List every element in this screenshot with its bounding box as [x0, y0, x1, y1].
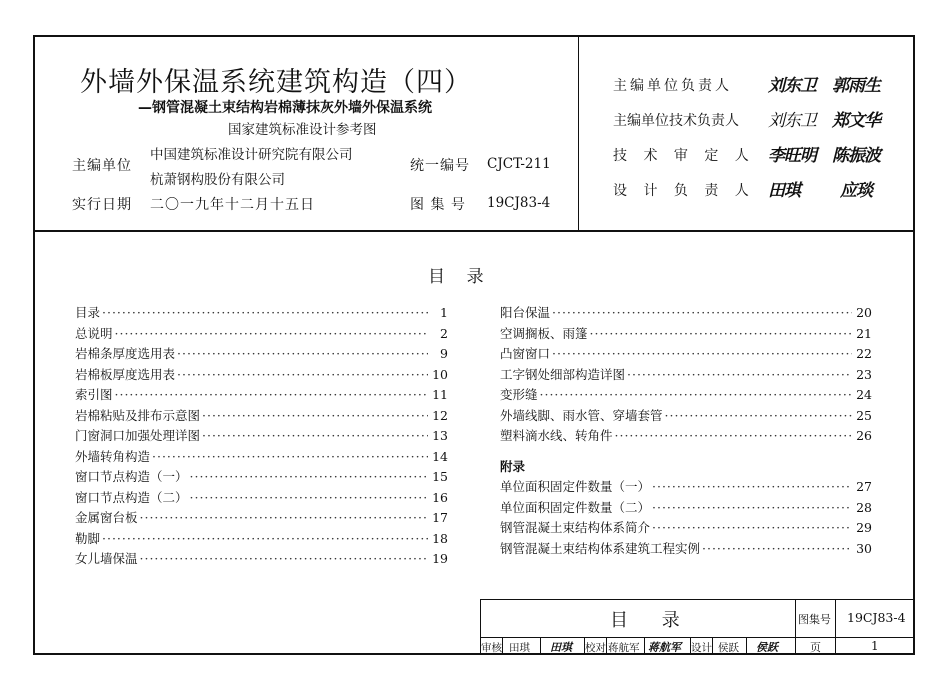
atlas-subtitle: —钢管混凝土束结构岩棉薄抹灰外墙外保温系统 [138, 100, 432, 116]
title-block-page-label: 页 [810, 641, 821, 654]
toc-entry-title: 空调搁板、雨篷 [500, 325, 588, 341]
toc-entry-title: 岩棉板厚度选用表 [75, 366, 176, 382]
toc-entry-page: 16 [432, 489, 448, 505]
toc-leader-dots [615, 428, 852, 443]
toc-entry-page: 11 [432, 387, 448, 402]
toc-leader-dots [140, 510, 428, 525]
toc-entry [500, 406, 872, 427]
toc-entry-page: 18 [432, 530, 448, 546]
toc-leader-dots [190, 490, 428, 505]
toc-entry-title: 外墙转角构造 [75, 448, 151, 464]
toc-entry-title: 金属窗台板 [75, 510, 138, 525]
toc-leader-dots [202, 428, 428, 443]
title-block-atlas-value: 19CJ83-4 [847, 610, 906, 625]
toc-entry-title: 窗口节点构造（二） [75, 489, 188, 505]
atlas-label: 图 集 号 [410, 197, 466, 213]
signature-role-4: 设 计 负 责 人 [613, 183, 755, 199]
toc-entry [75, 488, 448, 509]
toc-entry-page: 9 [440, 346, 448, 361]
toc-entry-title: 目录 [75, 305, 101, 320]
toc-entry-page: 12 [432, 407, 448, 423]
toc-entry [75, 406, 448, 427]
title-block [480, 599, 915, 655]
toc-leader-dots [652, 500, 852, 515]
tb-sep-1 [502, 637, 503, 655]
toc-entry-page: 21 [856, 325, 872, 341]
toc-entry-page: 27 [856, 479, 872, 494]
title-block-name: 目 录 [610, 610, 694, 631]
signature-3a: 李旺明 [768, 146, 816, 166]
toc-entry-title: 门窗洞口加强处理详图 [75, 428, 201, 443]
toc-entry-page: 22 [856, 346, 872, 361]
toc-leader-dots [177, 346, 428, 361]
signature-1b: 郭雨生 [832, 76, 880, 96]
atlas-value: 19CJ83-4 [487, 195, 551, 211]
design-label: 设计 [691, 642, 712, 654]
editor-org-2: 杭萧钢构股份有限公司 [150, 172, 285, 188]
toc-entry [75, 303, 448, 324]
toc-entry-title: 塑料滴水线、转角件 [500, 428, 613, 443]
toc-entry [75, 385, 448, 406]
toc-entry [500, 303, 872, 324]
toc-entry-title: 女儿墙保温 [75, 551, 138, 566]
toc-entry-page: 20 [856, 305, 872, 320]
editor-label: 主编单位 [72, 158, 132, 174]
toc-entry [500, 365, 872, 386]
toc-entry [75, 447, 448, 468]
signature-1a: 刘东卫 [768, 76, 816, 96]
title-block-hline [480, 637, 915, 638]
toc-entry-title: 阳台保温 [500, 305, 551, 320]
review-name: 田琪 [509, 642, 530, 654]
toc-entry [500, 477, 872, 498]
check-name: 蒋航军 [608, 642, 640, 654]
signature-role-3: 技 术 审 定 人 [613, 148, 755, 164]
toc-entry-title: 单位面积固定件数量（二） [500, 499, 651, 515]
toc-entry [75, 426, 448, 447]
toc-entry-title: 总说明 [75, 325, 113, 341]
toc-entry-title: 工字钢处细部构造详图 [500, 366, 626, 382]
signature-4a: 田琪 [768, 181, 800, 201]
header-divider [33, 230, 915, 232]
toc-entry-page: 2 [440, 325, 448, 341]
toc-leader-dots [202, 408, 428, 423]
check-signature: 蒋航军 [648, 641, 681, 654]
toc-entry-page: 30 [856, 540, 872, 556]
toc-leader-dots [652, 520, 852, 535]
toc-leader-dots [652, 479, 852, 494]
review-label: 审核 [481, 642, 502, 654]
toc-leader-dots [140, 551, 428, 566]
toc-leader-dots [540, 387, 852, 402]
toc-leader-dots [552, 305, 852, 320]
toc-title: 目 录 [428, 267, 484, 287]
toc-entry [75, 365, 448, 386]
toc-entry-title: 钢管混凝土束结构体系简介 [500, 520, 651, 535]
atlas-subtitle-2: 国家建筑标准设计参考图 [228, 122, 377, 138]
toc-leader-dots [627, 367, 852, 382]
toc-entry-title: 岩棉条厚度选用表 [75, 346, 176, 361]
date-label: 实行日期 [72, 197, 132, 213]
toc-entry [75, 529, 448, 550]
toc-entry-title: 凸窗窗口 [500, 346, 551, 361]
code-value: CJCT-211 [487, 156, 551, 172]
toc-left-column [75, 303, 448, 570]
review-signature: 田琪 [550, 641, 572, 654]
toc-right-column [500, 303, 872, 559]
check-label: 校对 [585, 642, 606, 654]
toc-entry [500, 324, 872, 345]
toc-leader-dots [177, 367, 428, 382]
signature-2a: 刘东卫 [768, 111, 816, 131]
toc-entry-title: 勒脚 [75, 530, 101, 546]
toc-entry-title: 外墙线脚、雨水管、穿墙套管 [500, 407, 663, 423]
signature-2b: 郑文华 [832, 111, 880, 131]
toc-entry-page: 17 [432, 510, 448, 525]
code-label: 统一编号 [410, 158, 470, 174]
design-signature: 侯跃 [756, 641, 778, 654]
atlas-title: 外墙外保温系统建筑构造（四） [80, 67, 472, 98]
toc-leader-dots [115, 387, 428, 402]
toc-entry-page: 26 [856, 428, 872, 443]
date-value: 二〇一九年十二月十五日 [150, 197, 315, 213]
toc-entry-title: 钢管混凝土束结构体系建筑工程实例 [500, 540, 701, 556]
toc-entry [75, 324, 448, 345]
signature-role-2: 主编单位技术负责人 [613, 113, 739, 129]
toc-entry [75, 344, 448, 365]
tb-sep-5 [644, 637, 645, 655]
toc-leader-dots [702, 541, 852, 556]
toc-leader-dots [115, 326, 428, 341]
toc-entry-page: 23 [856, 366, 872, 382]
tb-sep-8 [746, 637, 747, 655]
tb-sep-4 [606, 637, 607, 655]
title-block-vline-1 [795, 599, 796, 655]
toc-entry-page: 10 [432, 366, 448, 382]
toc-entry-page: 15 [432, 469, 448, 484]
signature-3b: 陈振波 [832, 146, 880, 166]
toc-entry-page: 25 [856, 407, 872, 423]
toc-entry-title: 单位面积固定件数量（一） [500, 479, 651, 494]
toc-entry [75, 467, 448, 488]
appendix-label: 附录 [500, 458, 526, 474]
toc-entry [500, 498, 872, 519]
toc-entry-title: 窗口节点构造（一） [75, 469, 188, 484]
title-block-atlas-label: 图集号 [798, 613, 831, 626]
toc-leader-dots [590, 326, 852, 341]
toc-leader-dots [665, 408, 852, 423]
toc-entry [500, 518, 872, 539]
toc-entry-page: 1 [440, 305, 448, 320]
toc-entry-page: 13 [432, 428, 448, 443]
toc-leader-dots [102, 531, 428, 546]
signature-4b: 应琰 [840, 181, 872, 201]
toc-entry-title: 索引图 [75, 387, 113, 402]
toc-leader-dots [102, 305, 428, 320]
toc-entry-page: 14 [432, 448, 448, 464]
tb-sep-7 [712, 637, 713, 655]
toc-entry [75, 508, 448, 529]
toc-entry-title: 岩棉粘贴及排布示意图 [75, 407, 201, 423]
toc-entry-page: 19 [432, 551, 448, 566]
toc-leader-dots [152, 449, 428, 464]
title-block-page-value: 1 [871, 639, 879, 653]
title-block-vline-2 [835, 599, 836, 655]
toc-entry [500, 385, 872, 406]
toc-entry-page: 24 [856, 387, 872, 402]
design-name: 侯跃 [718, 642, 739, 654]
toc-entry [500, 426, 872, 447]
toc-entry-title: 变形缝 [500, 387, 538, 402]
toc-entry-page: 29 [856, 520, 872, 535]
toc-entry-page: 28 [856, 499, 872, 515]
signature-role-1: 主编单位负责人 [613, 78, 732, 94]
toc-entry [75, 549, 448, 570]
header-vertical-divider [578, 35, 579, 231]
editor-org-1: 中国建筑标准设计研究院有限公司 [150, 147, 353, 163]
toc-entry [500, 344, 872, 365]
toc-leader-dots [552, 346, 852, 361]
toc-leader-dots [190, 469, 428, 484]
toc-entry [500, 539, 872, 560]
tb-sep-2 [540, 637, 541, 655]
